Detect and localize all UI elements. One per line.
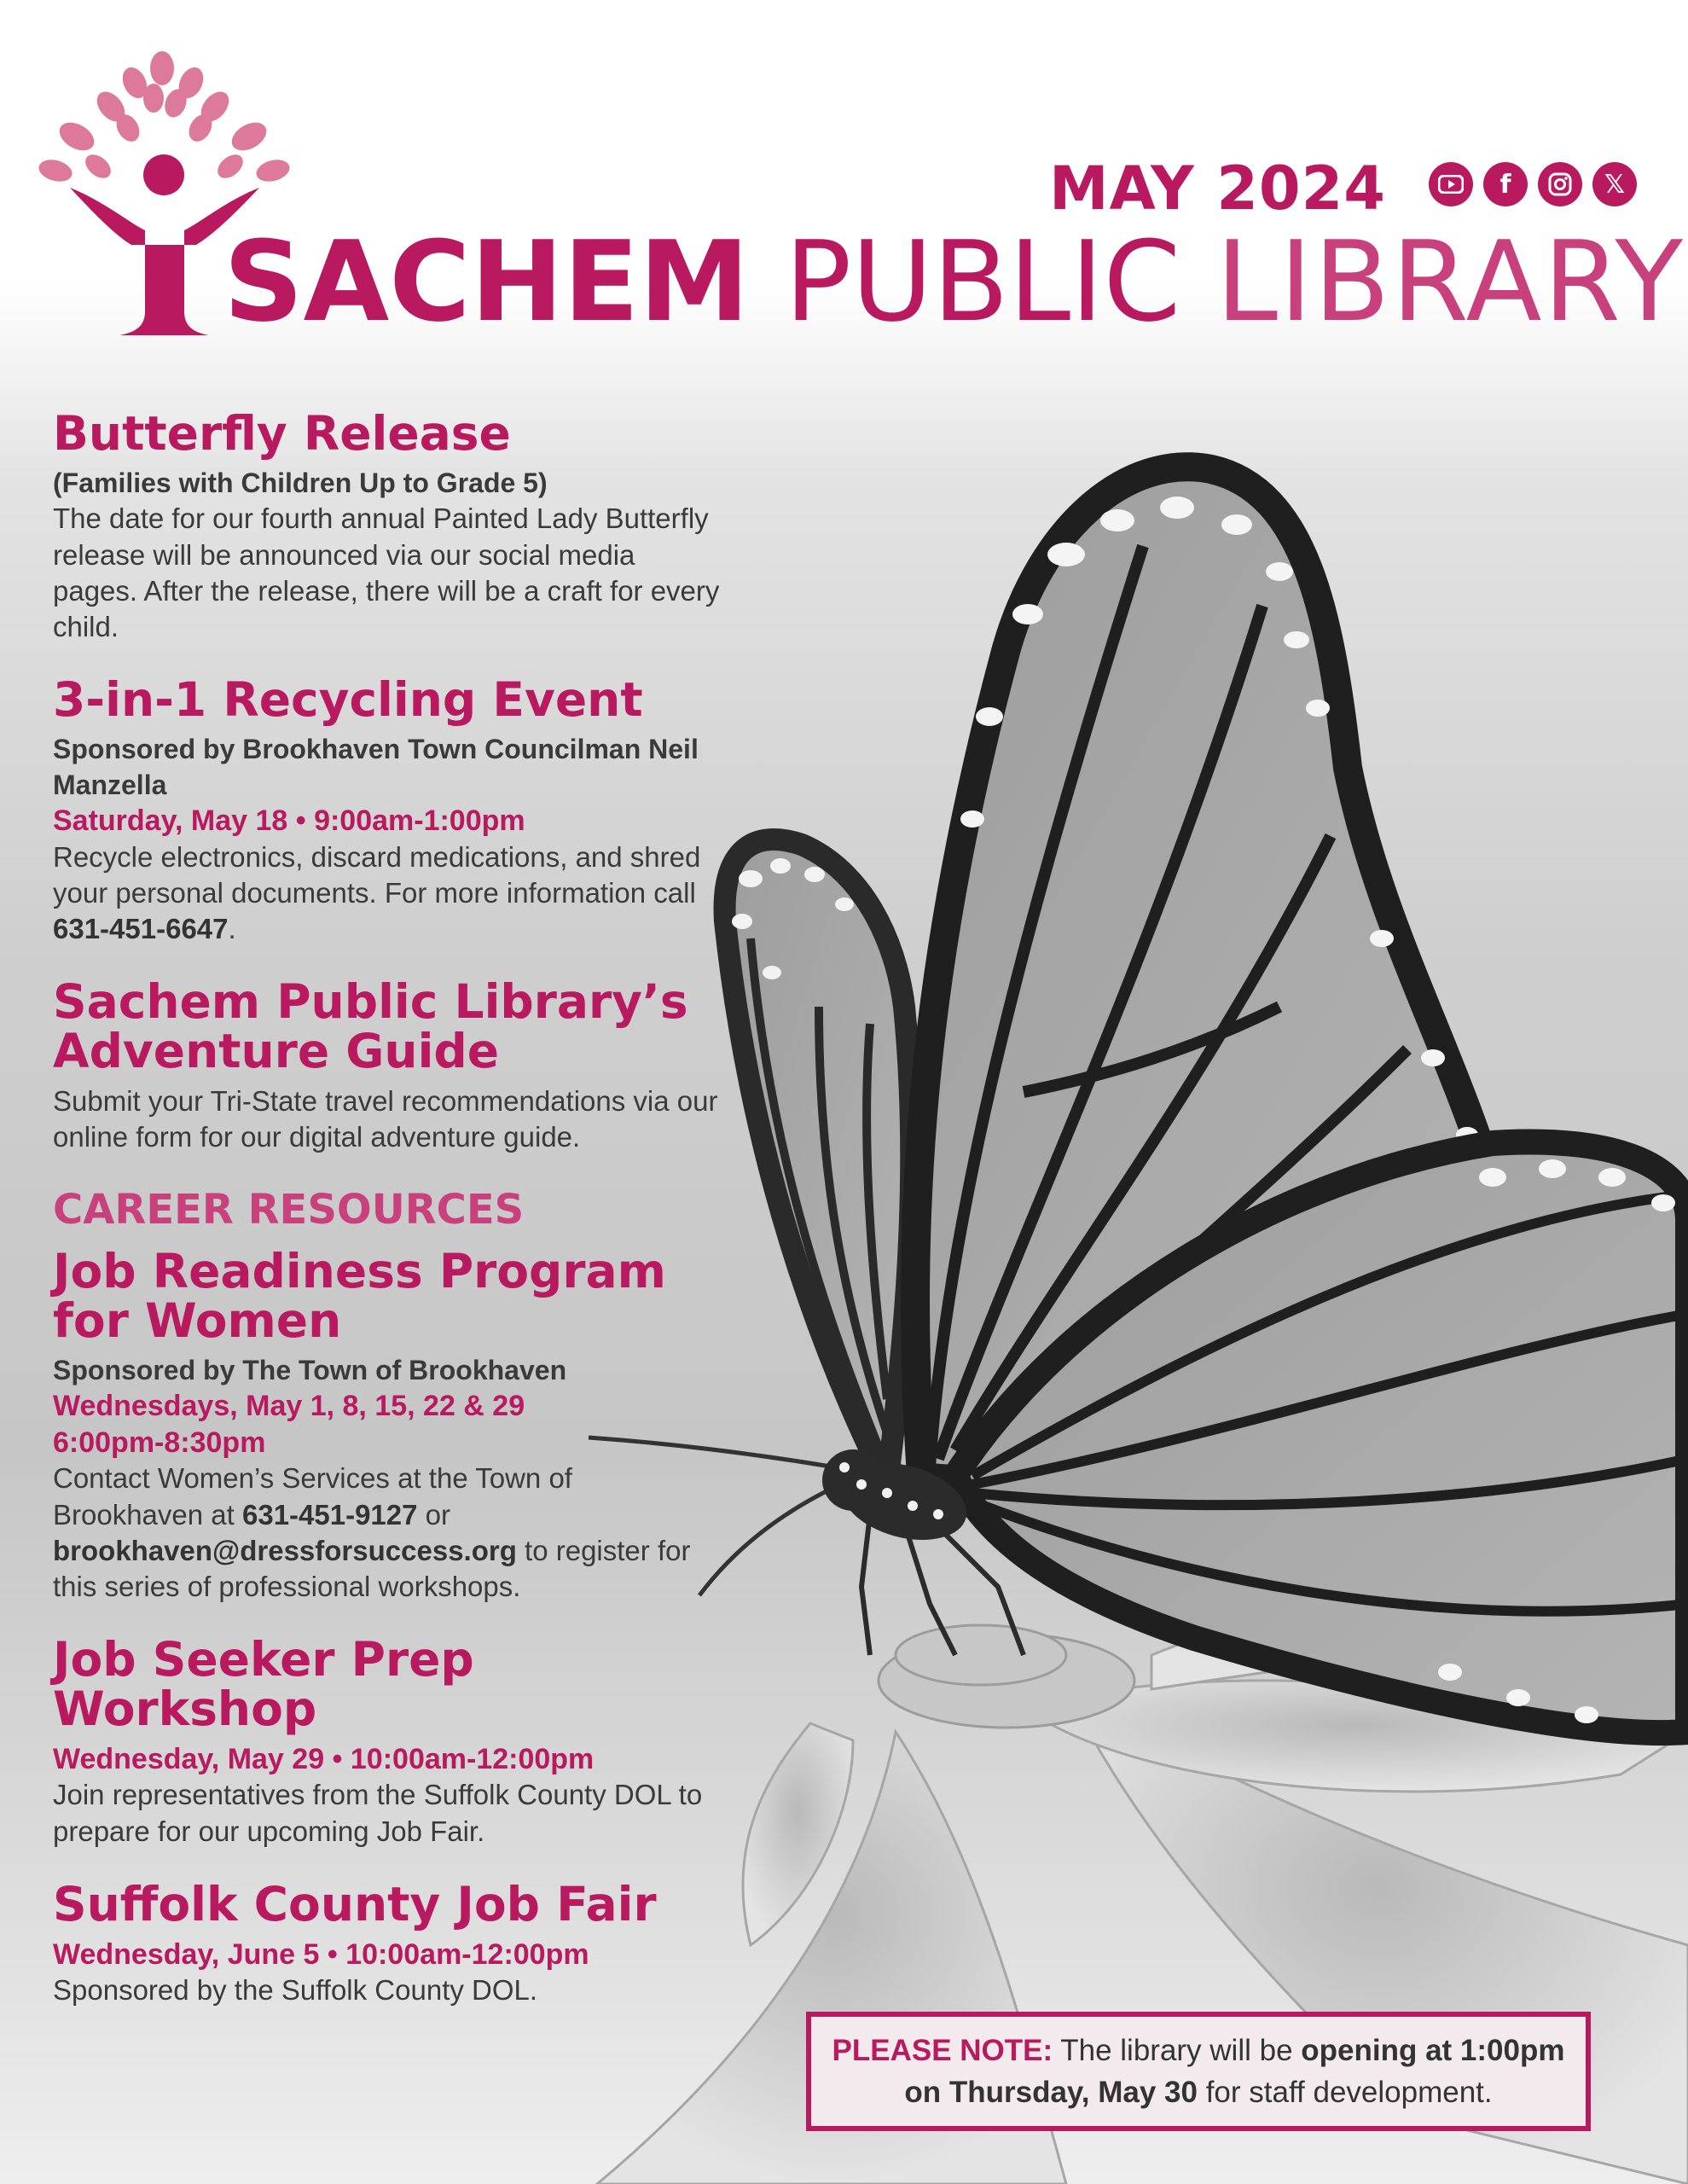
event-sponsor: Sponsored by The Town of Brookhaven xyxy=(53,1354,567,1385)
event-job-seeker-workshop xyxy=(53,1632,727,1849)
social-links xyxy=(1429,162,1637,206)
phone-number: 631-451-9127 xyxy=(241,1498,418,1531)
library-name-part-1: SACHEM xyxy=(223,217,750,346)
event-title: Butterfly Release xyxy=(53,406,511,461)
section-heading-career: CAREER RESOURCES xyxy=(53,1186,525,1234)
event-description: The date for our fourth annual Painted Lady Butterfly release will be announced via our social media pages. After the release, there will be a craft for every child. xyxy=(53,502,720,643)
event-title: Sachem Public Library’s Adventure Guide xyxy=(53,974,688,1079)
phone-number: 631-451-6647 xyxy=(53,913,229,945)
event-datetime: Wednesday, June 5 • 10:00am-12:00pm xyxy=(53,1937,589,1971)
description-text: Recycle electronics, discard medications, and shred your personal documents. For more information call xyxy=(53,840,701,909)
instagram-icon[interactable] xyxy=(1538,162,1582,206)
notice-text xyxy=(828,2030,1569,2113)
event-datetime: Wednesday, May 29 • 10:00am-12:00pm xyxy=(53,1742,595,1775)
notice-highlight: opening at 1:00pm on Thursday, May 30 xyxy=(904,2034,1565,2109)
notice-text-part: The library will be xyxy=(1053,2034,1302,2067)
facebook-icon[interactable]: f xyxy=(1483,162,1528,206)
library-name-part-2: PUBLIC xyxy=(784,217,1181,346)
issue-date: MAY 2024 xyxy=(1049,154,1387,224)
event-description: Sponsored by the Suffolk County DOL. xyxy=(53,1974,538,2007)
event-title: Job Readiness Program for Women xyxy=(53,1244,666,1349)
event-butterfly-release xyxy=(53,406,727,645)
description-end: . xyxy=(228,913,236,945)
description-text: to register for this series of professional workshops. xyxy=(53,1534,691,1603)
event-title: 3-in-1 Recycling Event xyxy=(53,672,643,728)
event-description xyxy=(53,839,727,948)
notice-box xyxy=(806,2012,1591,2131)
event-job-fair xyxy=(53,1876,727,2008)
youtube-icon[interactable] xyxy=(1429,162,1473,206)
event-sponsor: Sponsored by Brookhaven Town Councilman Neil Manzella xyxy=(53,734,699,800)
event-datetime: Saturday, May 18 • 9:00am-1:00pm xyxy=(53,804,525,838)
email-link[interactable]: brookhaven@dressforsuccess.org xyxy=(53,1534,517,1566)
notice-label: PLEASE NOTE: xyxy=(832,2034,1053,2067)
library-name-part-3: LIBRARY xyxy=(1215,217,1685,346)
event-audience: (Families with Children Up to Grade 5) xyxy=(53,467,548,498)
library-name xyxy=(223,217,1685,346)
event-adventure-guide xyxy=(53,974,727,1155)
event-description xyxy=(53,1461,727,1605)
event-title: Job Seeker Prep Workshop xyxy=(53,1632,474,1737)
event-recycling xyxy=(53,672,727,947)
event-title: Suffolk County Job Fair xyxy=(53,1876,657,1931)
event-dates: Wednesdays, May 1, 8, 15, 22 & 29 xyxy=(53,1390,525,1423)
events-column xyxy=(53,406,727,2039)
event-time: 6:00pm-8:30pm xyxy=(53,1426,266,1459)
x-icon[interactable]: 𝕏 xyxy=(1592,162,1637,206)
event-job-readiness xyxy=(53,1244,727,1605)
event-description: Join representatives from the Suffolk County DOL to prepare for our upcoming Job Fair. xyxy=(53,1779,703,1847)
description-text: or xyxy=(425,1498,451,1531)
notice-text-part: for staff development. xyxy=(1197,2076,1493,2109)
description-text: Contact Women’s Services at the Town of Brookhaven at xyxy=(53,1462,572,1531)
event-description: Submit your Tri-State travel recommendations via our online form for our digital adventure guide. xyxy=(53,1084,718,1153)
